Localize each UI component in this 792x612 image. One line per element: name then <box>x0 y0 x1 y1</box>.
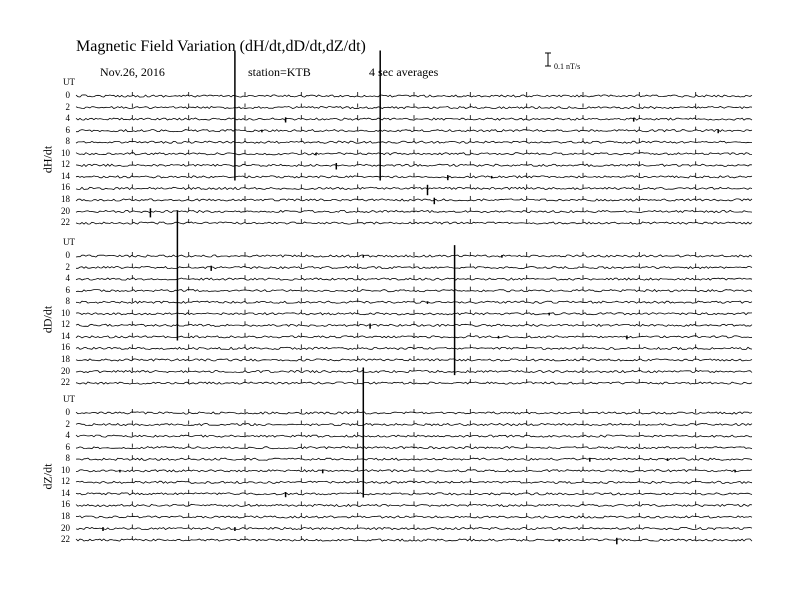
date-label: Nov.26, 2016 <box>100 65 165 79</box>
hour-label: 14 <box>61 487 70 498</box>
hour-label: 2 <box>65 261 70 272</box>
hour-label: 6 <box>65 124 70 135</box>
hour-label: 6 <box>65 441 70 452</box>
hour-label: 4 <box>65 273 70 284</box>
hour-label: 8 <box>65 296 70 307</box>
hour-label: 18 <box>61 353 70 364</box>
hour-label: 12 <box>61 159 70 170</box>
component-label: dH/dt <box>40 145 55 173</box>
hour-label: 4 <box>65 430 70 441</box>
hour-label: 0 <box>65 90 70 100</box>
hour-label: 22 <box>61 217 70 228</box>
hour-label: 22 <box>61 534 70 545</box>
component-label: dD/dt <box>40 305 55 333</box>
hour-label: 18 <box>61 510 70 521</box>
hour-label: 20 <box>61 205 70 216</box>
scale-bar-label: 0.1 nT/s <box>554 62 581 71</box>
hour-label: 16 <box>61 499 70 510</box>
station-label: station=KTB <box>248 65 311 79</box>
hour-label: 14 <box>61 330 70 341</box>
hour-label: 20 <box>61 522 70 533</box>
hour-label: 16 <box>61 182 70 193</box>
chart-title: Magnetic Field Variation (dH/dt,dD/dt,dZ/dt) <box>76 38 366 55</box>
hour-label: 10 <box>61 307 70 318</box>
hour-label: 10 <box>61 147 70 158</box>
ut-label: UT <box>63 394 75 404</box>
hour-label: 2 <box>65 418 70 429</box>
hour-label: 0 <box>65 250 70 260</box>
hour-label: 12 <box>61 476 70 487</box>
hour-label: 12 <box>61 319 70 330</box>
hour-label: 2 <box>65 101 70 112</box>
ut-label: UT <box>63 237 75 247</box>
hour-label: 16 <box>61 342 70 353</box>
hour-label: 4 <box>65 113 70 124</box>
component-label: dZ/dt <box>40 463 55 490</box>
hour-label: 22 <box>61 377 70 388</box>
hour-label: 10 <box>61 464 70 475</box>
hour-label: 18 <box>61 193 70 204</box>
hour-label: 20 <box>61 365 70 376</box>
hour-label: 8 <box>65 453 70 464</box>
hour-label: 14 <box>61 170 70 181</box>
ut-label: UT <box>63 77 75 87</box>
hour-label: 8 <box>65 136 70 147</box>
hour-label: 6 <box>65 284 70 295</box>
hour-label: 0 <box>65 407 70 417</box>
averaging-label: 4 sec averages <box>369 65 439 79</box>
